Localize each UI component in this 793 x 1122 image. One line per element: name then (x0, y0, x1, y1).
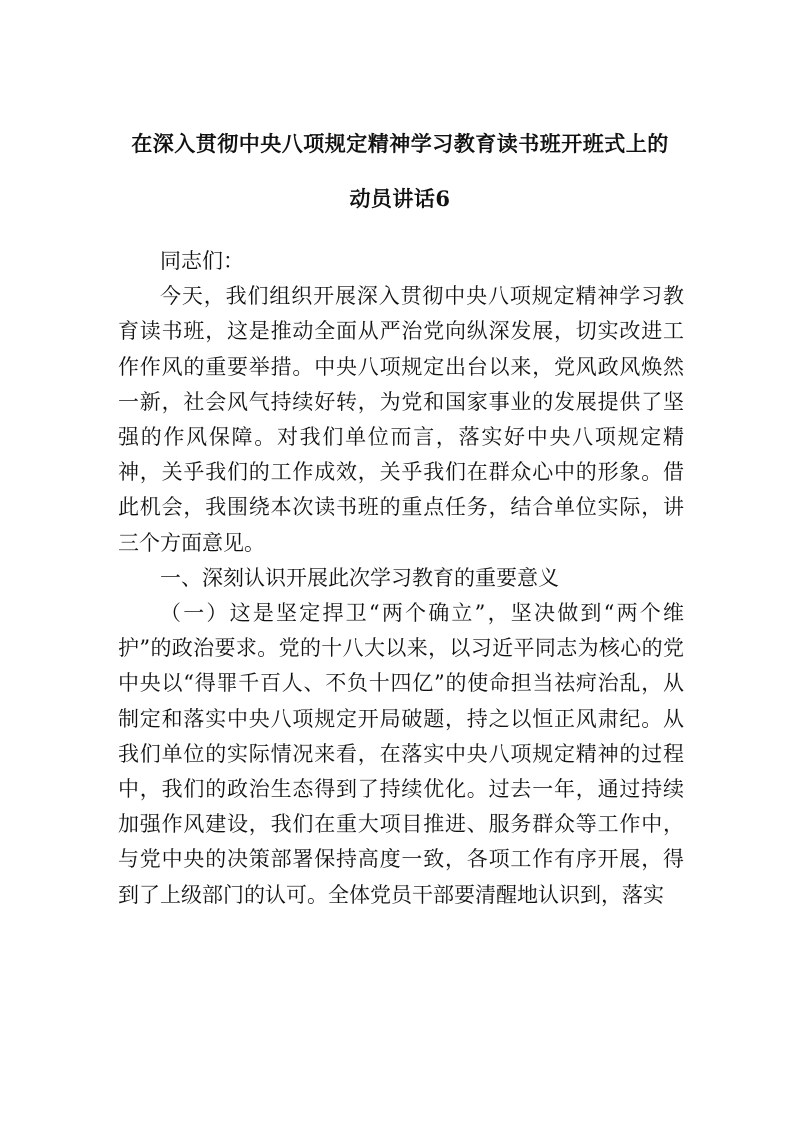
document-title-line-1: 在深入贯彻中央八项规定精神学习教育读书班开班式上的 (131, 131, 669, 156)
body-paragraph: （一）这是坚定捍卫“两个确立”，坚决做到“两个维护”的政治要求。党的十八大以来，以习近平同志为核心的党中央以“得罪千百人、不负十四亿”的使命担当祛疴治乱，从制定和落实中央八项规定开局破题，持之以恒正风肃纪。从我们单位的实际情况来看，在落实中央八项规定精神的过程中，我们的政治生态得到了持续优化。过去一年，通过持续加强作风建设，我们在重大项目推进、服务群众等工作中，与党中央的决策部署保持高度一致，各项工作有序开展，得到了上级部门的认可。全体党员干部要清醒地认识到，落实 (118, 601, 684, 907)
document-body (118, 244, 684, 913)
salutation-paragraph: 同志们： (160, 249, 244, 273)
intro-paragraph: 今天，我们组织开展深入贯彻中央八项规定精神学习教育读书班，这是推动全面从严治党向纵深发展，切实改进工作作风的重要举措。中央八项规定出台以来，党风政风焕然一新，社会风气持续好转，为党和国家事业的发展提供了坚强的作风保障。对我们单位而言，落实好中央八项规定精神，关乎我们的工作成效，关乎我们在群众心中的形象。借此机会，我围绕本次读书班的重点任务，结合单位实际，讲三个方面意见。 (118, 284, 684, 555)
section-heading-1: 一、深刻认识开展此次学习教育的重要意义 (160, 565, 559, 590)
document-title-line-2: 动员讲话6 (349, 186, 451, 211)
